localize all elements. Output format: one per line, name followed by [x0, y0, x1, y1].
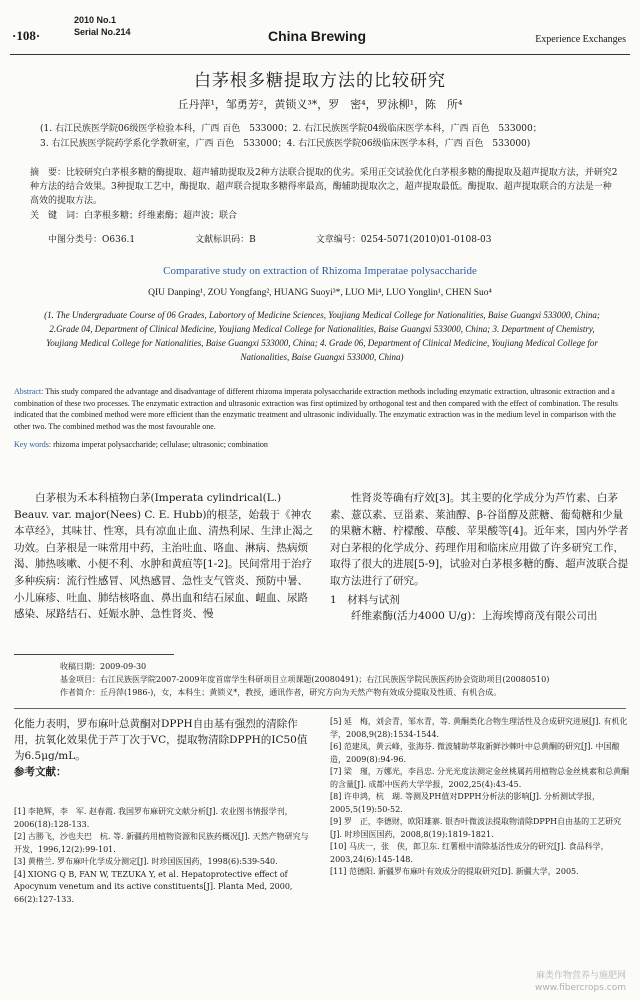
reference-item: [4] XIONG Q B, FAN W, TEZUKA Y, et al. Hepatoprotective effect of Apocynum venetum and its active constituents[J]. Planta Med, 2000, 66(2):127-133.: [14, 869, 293, 904]
reference-item: [10] 马庆一，张 侠，郎卫东. 红薯根中清除基活性成分的研究[J]. 食品科学，2003,24(6):145-148.: [330, 842, 609, 864]
document-code: 文献标识码：B: [195, 235, 256, 245]
material-line: 纤维素酶(活力4000 U/g)：上海埃博商茂有限公司出: [351, 610, 598, 623]
footnote-rule: [14, 654, 174, 655]
watermark: 麻类作物营养与施肥网 www.fibercrops.com: [535, 971, 626, 993]
references-left: [14, 806, 314, 906]
page-header: [0, 0, 640, 60]
section-heading: 1 材料与试剂: [330, 593, 400, 606]
abstract-cn: 摘 要：比较研究白茅根多糖的酶提取、超声辅助提取及2种方法联合提取的优劣。采用正交试验优化白茅根多糖的酶提取及超声提取方法，并研究2种方法的结合效果。3种提取工艺中，酶提取、超声联合提取多糖得率最高，酶辅助提取次之，超声提取最低。酶提取、超声提取联合的方法是一种高效的提取方法。: [30, 168, 618, 206]
page-separator: [14, 708, 626, 709]
previous-article-conclusion: 化能力表明，罗布麻叶总黄酮对DPPH自由基有强烈的清除作用，抗氧化效果优于芦丁次于VC，提取物清除DPPH的IC50值为6.5μg/mL。 参考文献：: [14, 716, 314, 780]
paper-title: 白茅根多糖提取方法的比较研究: [194, 71, 446, 91]
references-right: [330, 716, 630, 879]
references-heading: 参考文献：: [14, 766, 67, 778]
reference-item: [2] 古勝飞，沙也夫巴 杭. 等. 新疆药用植物资源和民族药概况[J]. 天然产物研究与开发，1996,12(2):99-101.: [14, 832, 309, 854]
english-keywords: Key words: rhizoma imperat polysaccharide; cellulase; ultrasonic; combination: [14, 440, 268, 449]
issue-info: 2010 No.1 Serial No.214: [74, 15, 131, 37]
english-title: Comparative study on extraction of Rhizoma Imperatae polysaccharide: [163, 265, 477, 277]
article-number: 文章编号：0254-5071(2010)01-0108-03: [315, 235, 492, 245]
journal-name: China Brewing: [268, 28, 367, 44]
intro-continued: 性肾炎等确有疗效[3]。其主要的化学成分为芦竹素、白茅素、薏苡素、豆甾素、莱油醇、β-谷甾醇及蔗糖、葡萄糖和少量的果糖木糖、柠檬酸、草酸、苹果酸等[4]。近年来，国内外学者对白茅根的化学成分、药理作用和临床应用做了许多研究工作，取得了很大的进展[5-9]，试验对白茅根多糖的酶、超声波联合提取方法进行了研究。: [330, 492, 629, 587]
reference-item: [1] 李艳辉，李 军. 赵春霞. 我国罗布麻研究文献分析[J]. 农业图书情报学刊，2006(18):128-133.: [14, 807, 293, 829]
keywords-cn: 关 键 词：白茅根多糖；纤维素酶；超声波；联合: [30, 211, 238, 221]
reference-item: [3] 黄楷兰. 罗布麻叶化学成分测定[J]. 时珍国医国药，1998(6):539-540.: [14, 857, 278, 866]
header-rule: [10, 54, 630, 55]
author-list: 丘丹萍¹，邹勇芳²，黄锁义³*，罗 密⁴，罗泳柳¹，陈 所⁴: [177, 98, 463, 111]
classification-line: [48, 232, 618, 245]
section-name: Experience Exchanges: [535, 34, 626, 45]
reference-item: [7] 梁 瑾，万娜光，李昌忠. 分光光度法测定金丝桃属药用植物总金丝桃素和总黄酮的含量[J]. 成都中医药大学学报，2002,25(4):43-45.: [330, 767, 629, 789]
reference-item: [11] 范德阳. 新疆罗布麻叶有效成分的提取研究[D]. 新疆大学，2005.: [330, 867, 579, 876]
english-abstract: Abstract: This study compared the advantage and disadvantage of different rhizoma imperata polysaccharide extraction methods including enzymatic extraction, ultrasonic extraction and a combination of these two processes. The enzymatic extraction and ultrasonic extraction was first optimized by orthogonal test and then compared with the effect of combination. The results indicated that the combined method were more efficient than the enzymatic treatment and ultrasonic individually. The enzymatic extraction was in the medium level in comparison with the other two. The combined method was the most favourable one.: [14, 387, 618, 431]
english-authors: QIU Danping¹, ZOU Yongfang², HUANG Suoyi³*, LUO Mi⁴, LUO Yonglin¹, CHEN Suo⁴: [148, 288, 492, 298]
body-column-left: 白茅根为禾本科植物白茅(Imperata cylindrical(L.) Beauv. var. major(Nees) C. E. Hubb)的根茎，始载于《神农本草经》，其味甘、性寒，具有凉血止血、清热利尿、生津止渴之功效。白茅根是一味常用中药，主治吐血、咯血、淋病、热病烦渴、肺热咳嗽、小便不利、水肿和黄疸等[1-2]。民间常用于治疗多种疾病：流行性感冒、风热感冒、急性支气管炎、预防中暑、小儿麻疹、吐血、肺结核咯血、鼻出血和结石尿血、衄血、尿路感染、尿路结石、妊娠水肿、急性肾炎、慢: [14, 492, 314, 621]
clc-number: 中图分类号：O636.1: [48, 235, 136, 245]
abstract-label: Abstract:: [14, 387, 44, 396]
reference-item: [8] 许申鸿，杭 瑚. 等测及PH值对DPPH分析法的影响[J]. 分析测试学报，2005,5(19):50-52.: [330, 792, 601, 814]
keywords-label: Key words:: [14, 440, 52, 449]
english-affiliations: (1. The Undergraduate Course of 06 Grades, Labortory of Medicine Sciences, Youjiang Medical College for Nationalities, Baise Guangxi 533000, China; 2.Grade 04, Department of Clinical Medicine, Youjiang Medical College for Nationalities, Baise Guangxi 533000, China; 3. Department of Chemistry, Youjiang Medical College for Nationalities, Baise Guangxi 533000, China; 4. Grade 06, Department of Clinical Medicine, Youjiang Medical College for Nationalities, Baise Guangxi 533000, China): [44, 310, 600, 362]
reference-item: [6] 范建凤，黄云峰，张海芬. 微波辅助萃取新鲜沙棘叶中总黄酮的研究[J]. 中国酿造，2009(8):94-96.: [330, 742, 620, 764]
page-number: ·108·: [12, 28, 41, 43]
reference-item: [9] 罗 正，李德财，欧阳雄寨. 银杏叶微波法提取物清除DPPH自由基的工艺研究[J]. 时珍国医国药，2008,8(19):1819-1821.: [330, 817, 622, 839]
body-column-right: [330, 490, 630, 625]
footnotes: 收稿日期：2009-09-30 基金项目：右江民族医学院2007-2009年度首席学生科研项目立项课题(20080491)；右江民族医学院民族医药协会资助项目(20080510) 作者简介：丘丹萍(1986-)，女，本科生；黄锁义*，教授，通讯作者，研究方向为天然产物有效成分提取及性质、有机合成。: [60, 662, 550, 697]
reference-item: [5] 延 梅，刘会青，邹水青，等. 黄酮类化合物生理活性及合成研究进展[J]. 有机化学，2008,9(28):1534-1544.: [330, 717, 628, 739]
affiliations: (1. 右江民族医学院06级医学检验本科，广西 百色 533000；2. 右江民族医学院04级临床医学本科，广西 百色 533000； 3. 右江民族医学院药学系化学教研室，广西 百色 533000；4. 右江民族医学院06级临床医学本科，广西 百色 533000): [40, 124, 542, 149]
